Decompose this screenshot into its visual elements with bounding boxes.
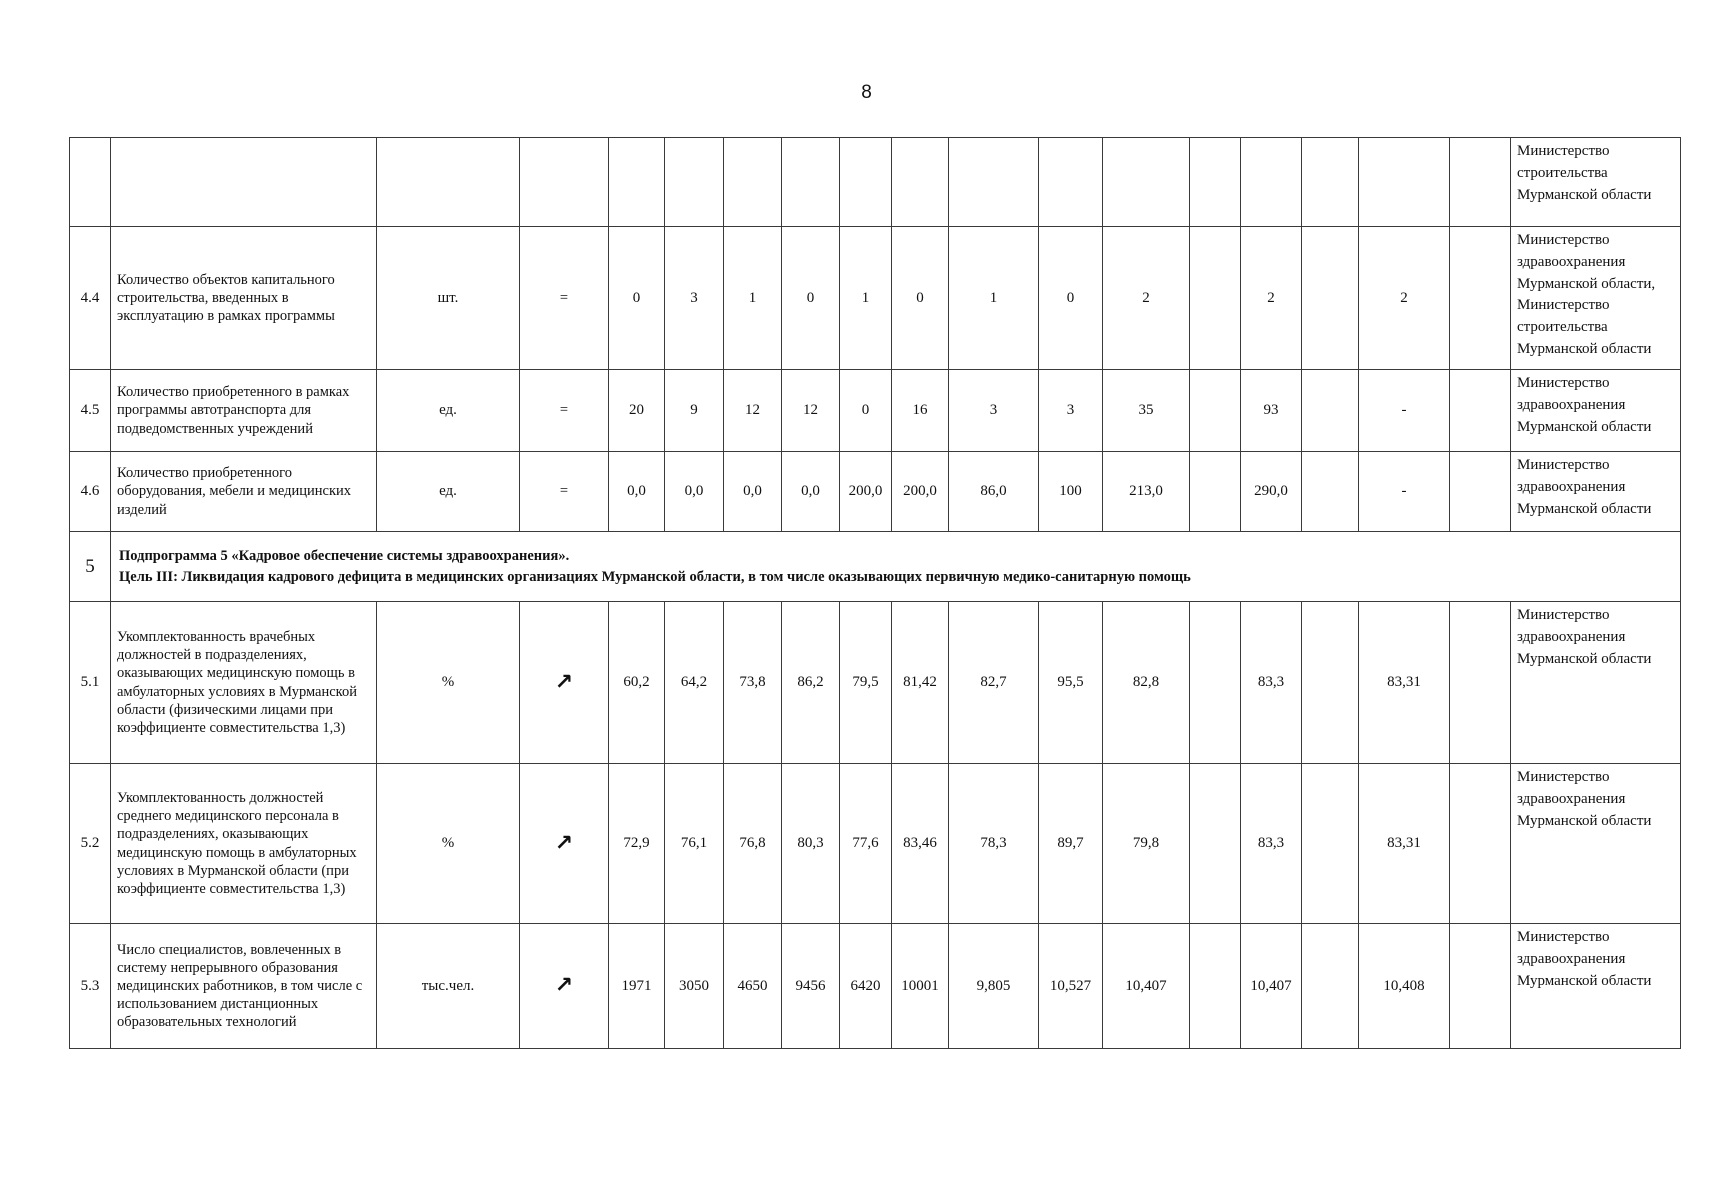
table-row: [70, 138, 1681, 227]
indicator-name: Укомплектованность должностей среднего медицинского персонала в подразделениях, оказывающих медицинскую помощь в амбулаторных условиях в Мурманской области (при коэффициенте совместительства 1,3): [111, 764, 377, 924]
indicator-name: Число специалистов, вовлеченных в систему непрерывного образования медицинских работников, в том числе с использованием дистанционных образовательных технологий: [111, 924, 377, 1049]
indicator-name: Количество приобретенного оборудования, мебели и медицинских изделий: [111, 452, 377, 532]
value-cell: 0: [1039, 227, 1103, 370]
value-cell: 10001: [892, 924, 949, 1049]
row-number: 4.6: [70, 452, 111, 532]
empty-cell: [1450, 602, 1511, 764]
value-cell: 64,2: [665, 602, 724, 764]
row-number: 5.3: [70, 924, 111, 1049]
empty-cell: [1190, 452, 1241, 532]
value-cell: 0,0: [665, 452, 724, 532]
empty-cell: [1302, 924, 1359, 1049]
trend-cell: [520, 370, 609, 452]
indicator-name: Укомплектованность врачебных должностей в подразделениях, оказывающих медицинскую помощь в амбулаторных условиях в Мурманской области (физическими лицами при коэффициенте совместительства 1,3): [111, 602, 377, 764]
value-cell: 200,0: [840, 452, 892, 532]
trend-cell: [520, 452, 609, 532]
value-cell: 72,9: [609, 764, 665, 924]
row-number: 5.1: [70, 602, 111, 764]
value-cell: 0: [609, 227, 665, 370]
value-cell: 76,8: [724, 764, 782, 924]
value-cell: 2: [1241, 227, 1302, 370]
empty-cell: [1190, 370, 1241, 452]
value-cell: 10,407: [1241, 924, 1302, 1049]
value-cell: 76,1: [665, 764, 724, 924]
value-cell: 79,8: [1103, 764, 1190, 924]
unit-cell: тыс.чел.: [377, 924, 520, 1049]
arrow-up-right-icon: ↗: [554, 669, 574, 695]
value-cell: 1971: [609, 924, 665, 1049]
value-cell: 79,5: [840, 602, 892, 764]
responsible-cell: Министерство здравоохранения Мурманской области, Министерство строительства Мурманской области: [1511, 227, 1681, 370]
value-cell: 86,0: [949, 452, 1039, 532]
trend-cell: [520, 227, 609, 370]
empty-cell: [1450, 227, 1511, 370]
value-cell: 10,407: [1103, 924, 1190, 1049]
table-row: [70, 924, 1681, 1049]
value-cell: 83,3: [1241, 602, 1302, 764]
value-cell: 78,3: [949, 764, 1039, 924]
value-cell: 95,5: [1039, 602, 1103, 764]
row-number: 4.5: [70, 370, 111, 452]
value-cell: 4650: [724, 924, 782, 1049]
empty-cell: [1450, 370, 1511, 452]
value-cell: 10,408: [1359, 924, 1450, 1049]
value-cell: 81,42: [892, 602, 949, 764]
value-cell: 0: [782, 227, 840, 370]
value-cell: 1: [724, 227, 782, 370]
value-cell: 9: [665, 370, 724, 452]
value-cell: 60,2: [609, 602, 665, 764]
responsible-cell: Министерство здравоохранения Мурманской области: [1511, 924, 1681, 1049]
responsible-cell: Министерство здравоохранения Мурманской области: [1511, 764, 1681, 924]
value-cell: 0,0: [782, 452, 840, 532]
value-cell: 86,2: [782, 602, 840, 764]
table-row: [70, 602, 1681, 764]
trend-cell: [520, 764, 609, 924]
empty-cell: [1190, 764, 1241, 924]
empty-cell: [1190, 602, 1241, 764]
trend-cell: [520, 602, 609, 764]
table-row: [70, 370, 1681, 452]
value-cell: 1: [840, 227, 892, 370]
value-cell: 35: [1103, 370, 1190, 452]
value-cell: 2: [1359, 227, 1450, 370]
value-cell: -: [1359, 452, 1450, 532]
empty-cell: [1302, 227, 1359, 370]
value-cell: 80,3: [782, 764, 840, 924]
empty-cell: [1190, 924, 1241, 1049]
empty-cell: [1450, 452, 1511, 532]
unit-cell: шт.: [377, 227, 520, 370]
value-cell: 20: [609, 370, 665, 452]
value-cell: 3050: [665, 924, 724, 1049]
subprogram-goal: Цель III: Ликвидация кадрового дефицита в медицинских организациях Мурманской области, в том числе оказывающих первичную медико-санитарную помощь: [119, 568, 1191, 585]
value-cell: 3: [949, 370, 1039, 452]
value-cell: 73,8: [724, 602, 782, 764]
value-cell: 12: [782, 370, 840, 452]
responsible-cell: Министерство строительства Мурманской области: [1511, 138, 1681, 227]
subprogram-number: 5: [70, 532, 111, 602]
responsible-cell: Министерство здравоохранения Мурманской области: [1511, 452, 1681, 532]
subprogram-title: Подпрограмма 5 «Кадровое обеспечение системы здравоохранения».: [119, 548, 570, 565]
empty-cell: [1450, 764, 1511, 924]
page-number: 8: [861, 82, 872, 103]
row-number: 5.2: [70, 764, 111, 924]
value-cell: 290,0: [1241, 452, 1302, 532]
empty-cell: [1302, 370, 1359, 452]
value-cell: 93: [1241, 370, 1302, 452]
arrow-up-right-icon: ↗: [554, 830, 574, 856]
value-cell: 83,46: [892, 764, 949, 924]
responsible-cell: Министерство здравоохранения Мурманской области: [1511, 370, 1681, 452]
empty-cell: [1302, 602, 1359, 764]
value-cell: 9456: [782, 924, 840, 1049]
indicator-name: Количество приобретенного в рамках программы автотранспорта для подведомственных учреждений: [111, 370, 377, 452]
value-cell: 200,0: [892, 452, 949, 532]
arrow-up-right-icon: ↗: [554, 973, 574, 999]
trend-cell: [520, 924, 609, 1049]
empty-cell: [1190, 227, 1241, 370]
value-cell: 9,805: [949, 924, 1039, 1049]
empty-cell: [1302, 452, 1359, 532]
table-row: [70, 452, 1681, 532]
value-cell: 82,8: [1103, 602, 1190, 764]
unit-cell: %: [377, 764, 520, 924]
value-cell: 1: [949, 227, 1039, 370]
value-cell: 16: [892, 370, 949, 452]
value-cell: 0,0: [609, 452, 665, 532]
value-cell: 83,3: [1241, 764, 1302, 924]
row-number: 4.4: [70, 227, 111, 370]
value-cell: 12: [724, 370, 782, 452]
value-cell: 0: [840, 370, 892, 452]
value-cell: 10,527: [1039, 924, 1103, 1049]
empty-cell: [1450, 924, 1511, 1049]
equals-icon: =: [559, 483, 569, 500]
value-cell: 0: [892, 227, 949, 370]
value-cell: 83,31: [1359, 602, 1450, 764]
value-cell: 0,0: [724, 452, 782, 532]
value-cell: 6420: [840, 924, 892, 1049]
unit-cell: ед.: [377, 452, 520, 532]
value-cell: 2: [1103, 227, 1190, 370]
value-cell: 213,0: [1103, 452, 1190, 532]
unit-cell: ед.: [377, 370, 520, 452]
empty-cell: [1302, 764, 1359, 924]
value-cell: 82,7: [949, 602, 1039, 764]
responsible-cell: Министерство здравоохранения Мурманской области: [1511, 602, 1681, 764]
value-cell: 83,31: [1359, 764, 1450, 924]
value-cell: 3: [1039, 370, 1103, 452]
indicators-table: [69, 137, 1681, 1049]
table-row: [70, 227, 1681, 370]
subprogram-header: [111, 532, 1681, 602]
indicator-name: Количество объектов капитального строительства, введенных в эксплуатацию в рамках программы: [111, 227, 377, 370]
value-cell: 3: [665, 227, 724, 370]
value-cell: 89,7: [1039, 764, 1103, 924]
value-cell: 100: [1039, 452, 1103, 532]
table-row: [70, 764, 1681, 924]
unit-cell: %: [377, 602, 520, 764]
value-cell: 77,6: [840, 764, 892, 924]
equals-icon: =: [559, 402, 569, 419]
value-cell: -: [1359, 370, 1450, 452]
subprogram-row: [70, 532, 1681, 602]
equals-icon: =: [559, 289, 569, 306]
